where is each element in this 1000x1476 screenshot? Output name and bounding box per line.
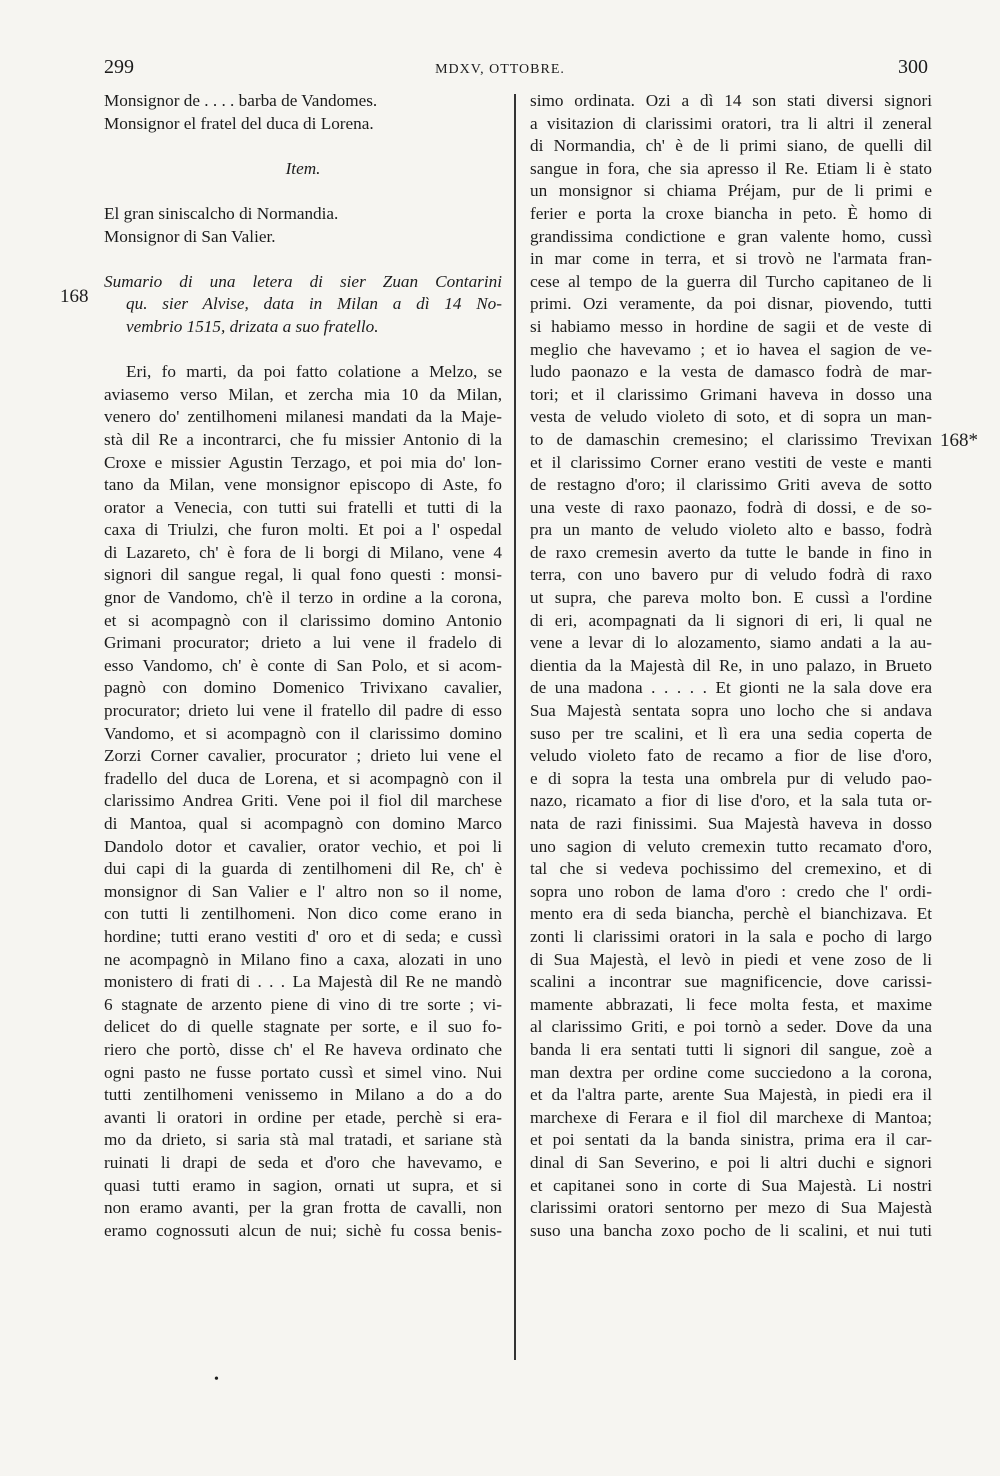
text-line: a visitazion di clarissimi oratori, tra li altri il zeneral <box>530 113 932 133</box>
text-line: pagnò con domino Domenico Trivixano cavalier, <box>104 678 502 698</box>
text-line: fradello del duca de Lorena, et si acompagnò con il <box>104 768 502 788</box>
text-line: clarissimo Andrea Griti. Vene poi il fiol dil marchese <box>104 791 502 811</box>
right-column <box>530 90 932 1242</box>
text-line: et da l'altra parte, arente Sua Majestà, in piedi era il <box>530 1085 932 1105</box>
text-line: banda li era sentati tutti li signori dil sangue, zoè a <box>530 1039 932 1059</box>
text-line: clarissimi oratori sentorno per mezo di Sua Majestà <box>530 1198 932 1218</box>
text-line: ut supra, che pareva molto bon. E cussì a l'ordine <box>530 588 932 608</box>
text-line: Croxe e missier Agustin Terzago, et poi mia do' lon- <box>104 452 502 472</box>
text-line: stà dil Re a incontrarci, che fu missier Antonio di la <box>104 429 502 449</box>
text-line: Monsignor de . . . . barba de Vandomes. <box>104 91 378 110</box>
margin-number-left: 168 <box>60 286 89 307</box>
text-line: di Lazareto, ch' è fora de li borgi di Milano, vene 4 <box>104 542 502 562</box>
text-line: Grimani procurator; drieto a lui vene il fradelo di <box>104 633 502 653</box>
text-line: dientia da la Majestà dil Re, in uno palazo, in Brueto <box>530 655 932 675</box>
text-line: non eramo avanti, per la gran frotta de cavalli, non <box>104 1198 502 1218</box>
text-line: Dandolo dotor et cavalier, orator vechio, et poi li <box>104 836 502 856</box>
text-line: sopra uno robon de lama d'oro : credo che l' ordi- <box>530 881 932 901</box>
text-line: zonti li clarissimi oratori in la sala e pocho di largo <box>530 926 932 946</box>
text-line <box>104 248 502 271</box>
text-line: caxa di Triulzi, che furon molti. Et poi a l' ospedal <box>104 520 502 540</box>
text-line: di Mantoa, qual si acompagnò con domino Marco <box>104 814 502 833</box>
text-line: signori dil sangue regal, li qual fono questi : monsi- <box>104 565 502 585</box>
text-line: Vandomo, et si acompagnò con il clarissimo domino <box>104 723 502 743</box>
text-line <box>104 339 502 362</box>
text-line: mento era di seda biancha, perchè el bianchizava. Et <box>530 904 932 924</box>
text-line: et poi sentati da la banda sinistra, prima era il car- <box>530 1130 932 1150</box>
text-line: meglio che havevamo ; et io havea el sagion de ve- <box>530 339 932 359</box>
text-line: de raxo cremesin averto da tutte le bande in fino in <box>530 542 932 562</box>
text-line: uno sagion di veluto cremexin tutto recamato d'oro, <box>530 836 932 856</box>
text-line: una veste di raxo paonazo, fodrà di dossi, e de so- <box>530 497 932 517</box>
text-line: veludo violeto fato de recamo a fior de lise d'oro, <box>530 746 932 766</box>
text-line <box>104 135 502 158</box>
text-line: et il clarissimo Corner erano vestiti de veste e manti <box>530 452 932 472</box>
text-line: esso Vandomo, ch' è conte di San Polo, et si acom- <box>104 655 502 675</box>
text-line: e di sopra la testa una ombrela pur di veludo pao- <box>530 768 932 788</box>
text-line: suso per tre scalini, et lì era una sedia coperta de <box>530 723 932 743</box>
text-line: orator a Venecia, con tutti sui fratelli et tutti di la <box>104 497 502 517</box>
text-line: tal che si vedeva pochissimo del cremexino, et di <box>530 859 932 879</box>
text-line: al clarissimo Griti, e poi tornò a seder. Dove da una <box>530 1017 932 1037</box>
text-line: avanti li oratori in ordine per etade, perchè si era- <box>104 1107 502 1127</box>
text-line: ruinati li drapi de seda et d'oro che havevamo, e <box>104 1152 502 1172</box>
text-line: qu. sier Alvise, data in Milan a dì 14 No- <box>126 294 502 314</box>
text-line: 6 stagnate de arzento piene di vino di tre sorte ; vi- <box>104 994 502 1014</box>
text-line: monsignor di San Valier e l' altro non so il nome, <box>104 881 502 901</box>
text-line: Eri, fo marti, da poi fatto colatione a Melzo, se <box>126 362 502 382</box>
text-line: nata de razi finissimi. Sua Majestà haveva in dosso <box>530 814 932 833</box>
text-line: vene a levar di lo alozamento, siamo andati a la au- <box>530 633 932 653</box>
text-line: quasi tutti eramo in sagion, ornati ut supra, et si <box>104 1175 502 1195</box>
margin-number-right: 168* <box>940 430 978 451</box>
text-line: terra, con uno bavero pur di veludo fodrà di raxo <box>530 565 932 585</box>
text-line: pra un manto de veludo violeto alto e basso, fodrà <box>530 520 932 540</box>
text-line <box>104 180 502 203</box>
text-line: di eri, acompagnati da li signori di eri, li qual ne <box>530 610 932 630</box>
text-line: de una madona . . . . . Et gionti ne la sala dove era <box>530 678 932 698</box>
text-line: primi. Ozi veramente, da poi disnar, piovendo, tutti <box>530 294 932 314</box>
text-line: man dextra per ordine come succiedono a la corona, <box>530 1062 932 1082</box>
text-line: procurator; drieto lui vene il fratello dil padre di esso <box>104 701 502 721</box>
text-line: to de damaschin cremesino; el clarissimo Trevixan <box>530 429 932 449</box>
text-line: Sua Majestà sentata sopra uno locho che si andava <box>530 701 932 721</box>
text-line: si habiamo messo in hordine de sagii et de veste di <box>530 316 932 336</box>
printer-mark: • <box>214 1372 219 1387</box>
text-line: gnor de Vandomo, ch'è il terzo in ordine a la corona, <box>104 588 502 608</box>
text-line: Sumario di una letera di sier Zuan Contarini <box>104 271 502 291</box>
text-line: vembrio 1515, drizata a suo fratello. <box>126 316 379 336</box>
text-line: vesta de veludo violeto di soto, et di sopra un man- <box>530 407 932 427</box>
text-line: cese al tempo de la guerra dil Turcho capitaneo de li <box>530 271 932 291</box>
column-divider <box>514 94 516 1360</box>
text-line: grandissima condictione e gran valente homo, cussì <box>530 226 932 246</box>
text-line: delicet do di quelle stagnate per sorte, e il suo fo- <box>104 1017 502 1037</box>
text-line: monistero di frati di . . . La Majestà dil Re ne mandò <box>104 972 502 992</box>
text-line: con tutti li zentilhomeni. Non dico come erano in <box>104 904 502 924</box>
text-line: Monsignor di San Valier. <box>104 226 276 246</box>
text-line: suso una bancha zoxo pocho de li scalini, et nui tuti <box>530 1220 932 1240</box>
text-line: sangue in fora, che sia apresso il Re. Etiam li è stato <box>530 158 932 178</box>
text-line: hordine; tutti erano vestiti d' oro et di seda; e cussì <box>104 926 502 946</box>
text-line: El gran siniscalcho di Normandia. <box>104 203 339 223</box>
running-head: MDXV, OTTOBRE. <box>435 62 565 77</box>
page-number-right: 300 <box>898 56 928 78</box>
text-line: nazo, ricamato a fior di lise d'oro, et la sala tuta or- <box>530 791 932 811</box>
text-line: dinal di San Severino, e poi li altri duchi e signori <box>530 1152 932 1172</box>
text-line: aviasemo verso Milan, et zercha mia 10 da Milan, <box>104 384 502 404</box>
text-line: di Normandia, ch' è de li primi siano, de quelli dil <box>530 136 932 156</box>
text-line: un monsignor si chiama Préjam, pur de li primi e <box>530 181 932 201</box>
page-number-left: 299 <box>104 56 134 78</box>
text-line: tano da Milan, vene monsignor episcopo di Aste, fo <box>104 475 502 495</box>
text-line: in mar come in terra, et si trovò ne l'armata fran- <box>530 249 932 269</box>
text-line: scalini a incontrar sue magnificencie, dove carissi- <box>530 972 932 992</box>
text-line: riero che portò, disse ch' el Re haveva ordinato che <box>104 1039 502 1059</box>
text-line: eramo cognossuti alcun de nui; sichè fu cossa benis- <box>104 1220 502 1240</box>
text-line: et si acompagnò con il clarissimo domino Antonio <box>104 610 502 630</box>
text-line: Item. <box>285 158 321 178</box>
text-line: tori; et il clarissimo Grimani haveva in dosso una <box>530 384 932 404</box>
text-line: ogni pasto ne fusse portato cussì et simel vino. Nui <box>104 1062 502 1082</box>
text-line: di Sua Majestà, el levò in piedi et vene zoso de li <box>530 949 932 969</box>
text-line: Monsignor el fratel del duca di Lorena. <box>104 113 374 133</box>
text-line: et capitanei sono in corte di Sua Majestà. Li nostri <box>530 1175 932 1195</box>
text-line: de restagno d'oro; il clarissimo Griti aveva de sotto <box>530 475 932 495</box>
text-line: marchexe di Ferara e il fiol dil marchexe di Mantoa; <box>530 1107 932 1127</box>
text-line: dui capi di la guarda di zentilhomeni dil Re, ch' è <box>104 859 502 879</box>
text-line: tutti zentilhomeni venissemo in Milano a do a do <box>104 1085 502 1105</box>
left-column <box>104 90 502 1242</box>
text-line: ne acompagnò in Milano fino a caxa, alozati in uno <box>104 949 502 969</box>
text-line: mamente abbrazati, li fece molta festa, et maxime <box>530 994 932 1014</box>
text-line: venero do' zentilhomeni milanesi mandati da la Maje- <box>104 407 502 427</box>
text-line: ferier e porta la croxe biancha in peto. È homo di <box>530 203 932 223</box>
text-line: Zorzi Corner cavalier, procurator ; drieto lui vene el <box>104 746 502 766</box>
text-line: simo ordinata. Ozi a dì 14 son stati diversi signori <box>530 91 932 110</box>
text-line: ludo paonazo e la vesta de damasco fodrà de mar- <box>530 362 932 382</box>
text-line: mo da drieto, si saria stà mal tratadi, et sariane stà <box>104 1130 502 1150</box>
